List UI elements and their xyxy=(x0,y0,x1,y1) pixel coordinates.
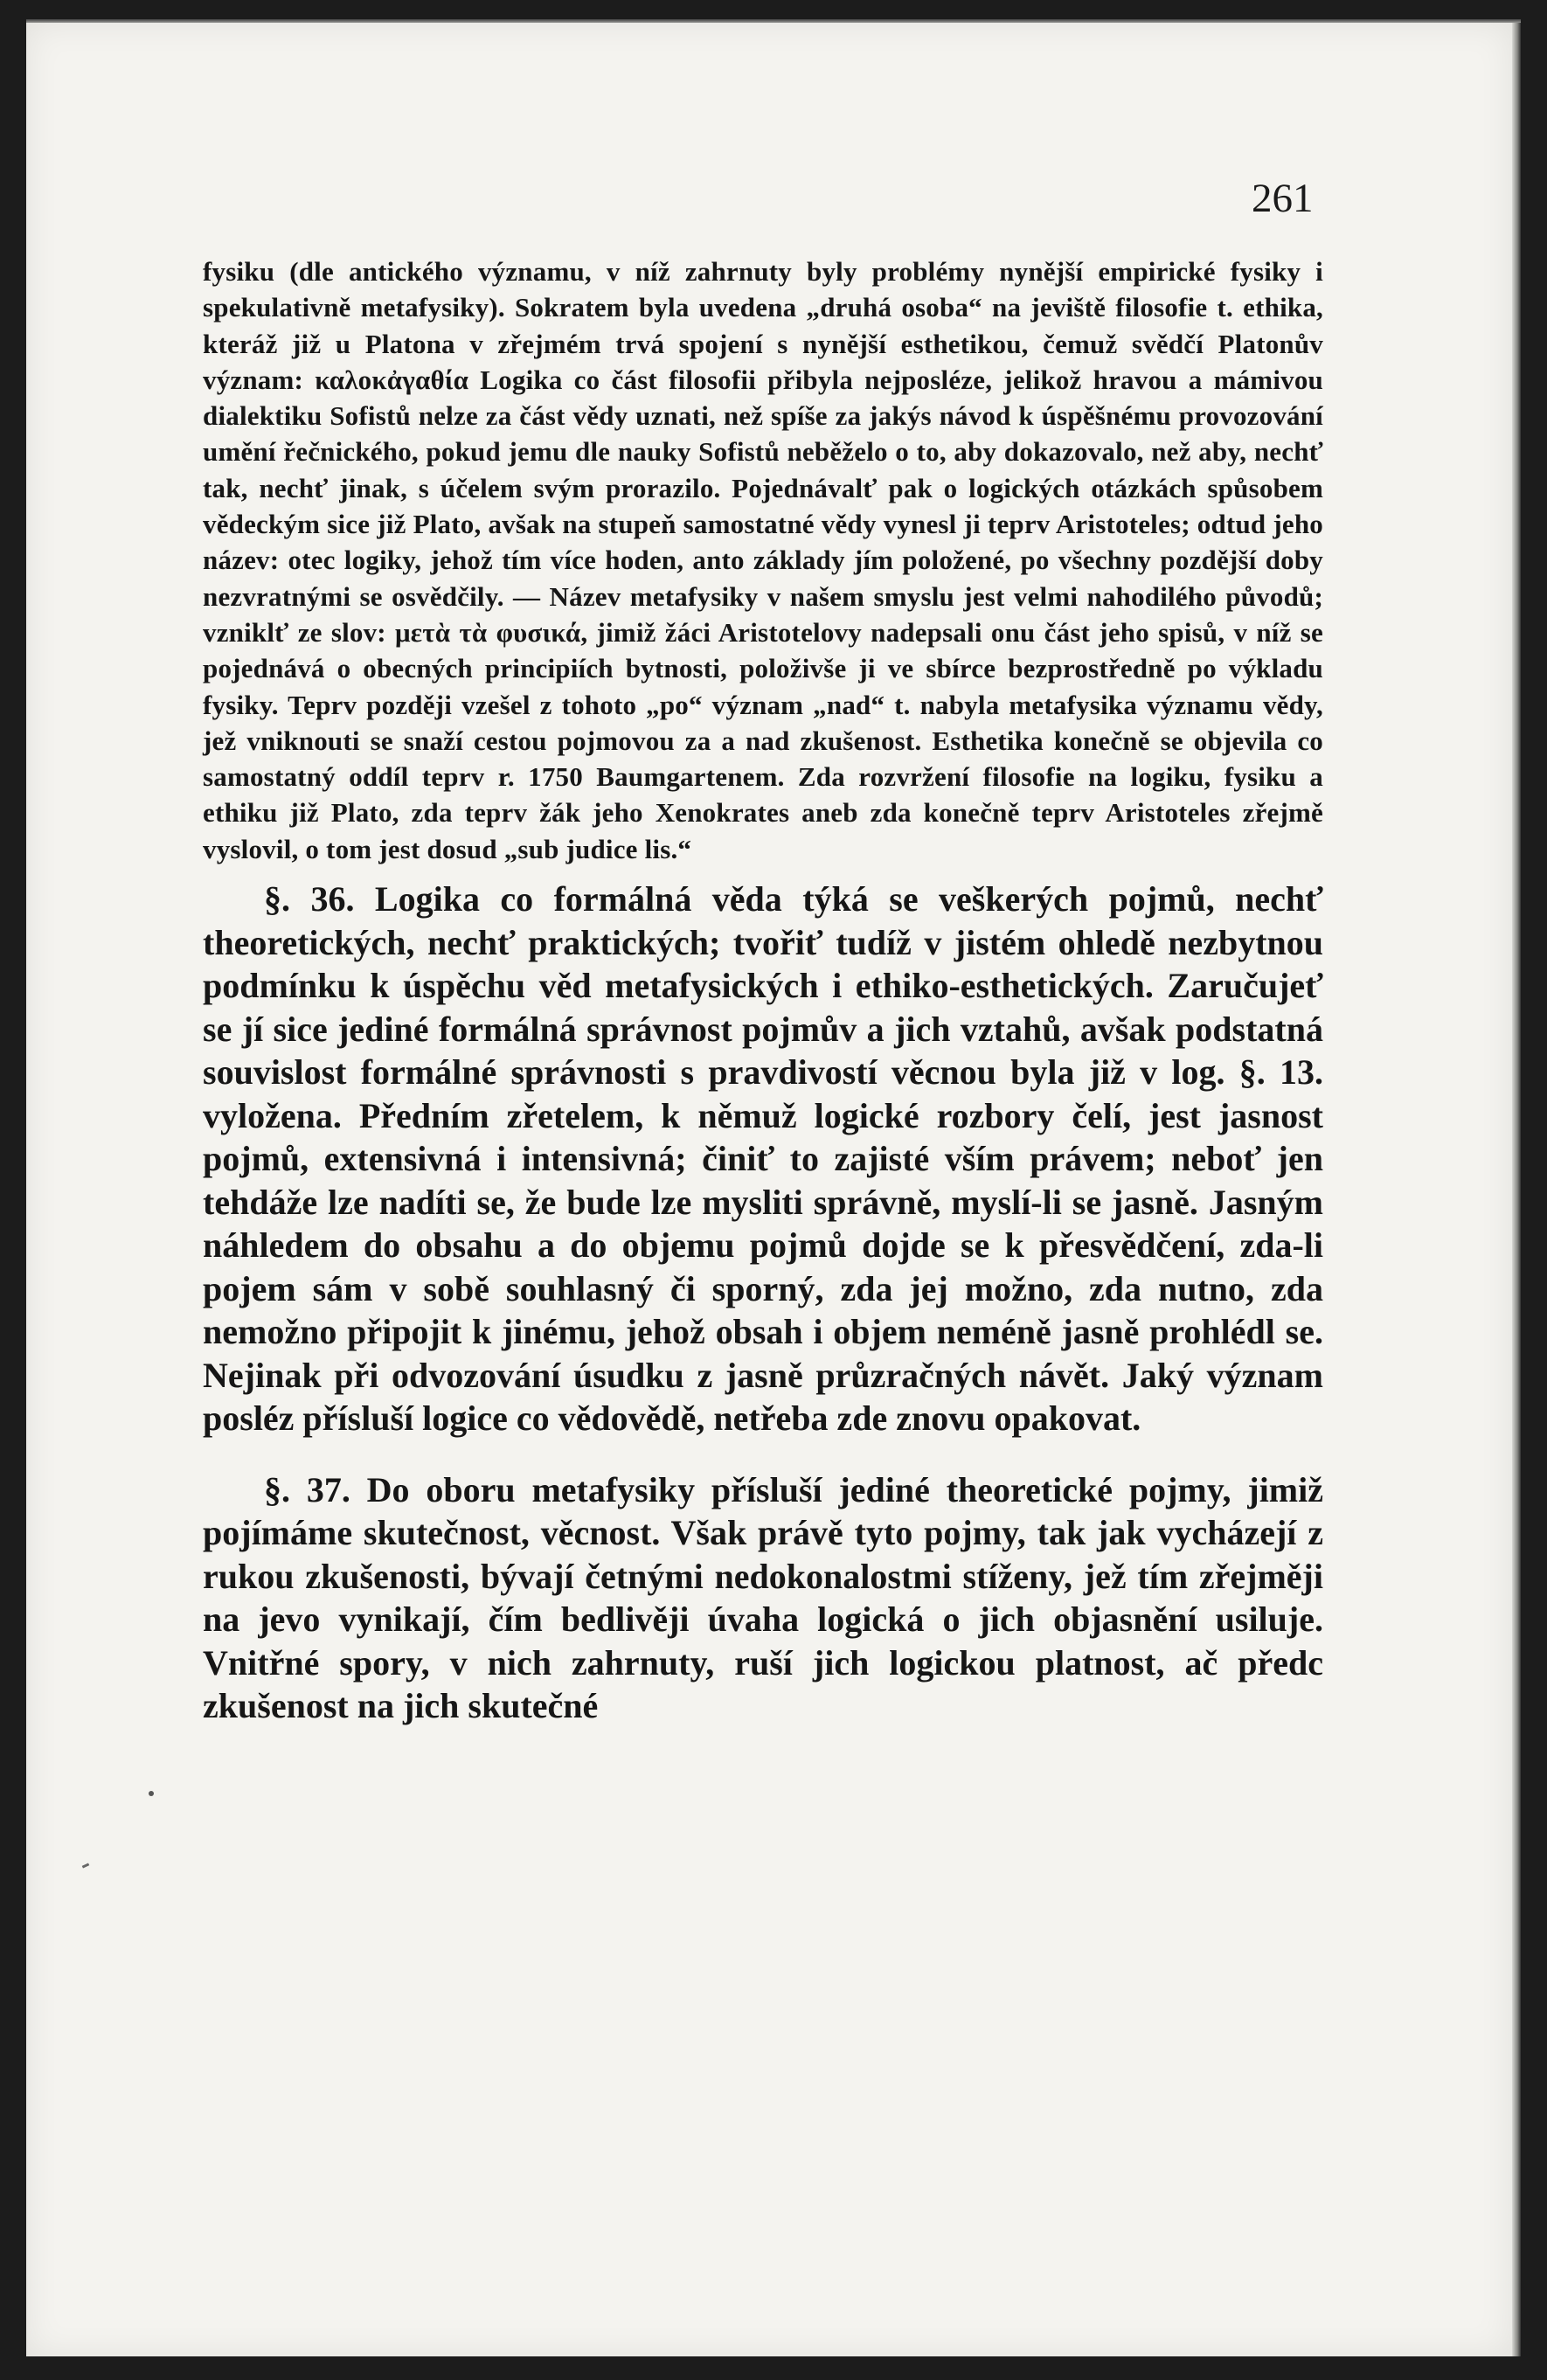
page-number: 261 xyxy=(1252,176,1314,221)
margin-speck xyxy=(149,1791,154,1796)
section-37-paragraph: §. 37. Do oboru metafysiky přísluší jediné theoretické pojmy, jimiž pojímáme skutečnost, věcnost. Však právě tyto pojmy, tak jak vycházejí z rukou zkušenosti, bývají četnými nedokonalostmi stíženy, jež tím zřejměji na jevo vynikají, čím bedlivěji úvaha logická o jich objasnění usiluje. Vnitřné spory, v nich zahrnuty, ruší jich logickou platnost, ač předc zkušenost na jich skutečné xyxy=(203,1469,1323,1726)
section-36-paragraph: §. 36. Logika co formálná věda týká se veškerých pojmů, nechť theoretických, nechť praktických; tvořiť tudíž v jistém ohledě nezbytnou podmínku k úspěchu věd metafysických i ethiko-esthetických. Zaručujeť se jí sice jediné formálná správnost pojmův a jich vztahů, avšak podstatná souvislost formálné správnosti s pravdivostí věcnou byla již v log. §. 13. vyložena. Předním zřetelem, k němuž logické rozbory čelí, jest jasnost pojmů, extensivná i intensivná; činiť to zajisté vším právem; neboť jen tehdáže lze nadíti se, že bude lze mysliti správně, myslí-li se jasně. Jasným náhledem do obsahu a do objemu pojmů dojde se k přesvědčení, zda-li pojem sám v sobě souhlasný či sporný, zda jej možno, zda nutno, zda nemožno připojit k jinému, jehož obsah i objem neméně jasně prohlédl se. Nejinak při odvozování úsudku z jasně průzračných návět. Jaký význam posléz přísluší logice co vědovědě, netřeba zde znovu opakovat. xyxy=(203,879,1323,1439)
body-text xyxy=(203,253,1323,1728)
footnote-paragraph: fysiku (dle antického významu, v níž zahrnuty byly problémy nynější empirické fysiky i spekulativně metafysiky). Sokratem byla uvedena „druhá osoba“ na jeviště filosofie t. ethika, kteráž již u Platona v zřejmém trvá spojení s nynější esthetikou, čemuž svědčí Platonův význam: καλοκἀγαθία Logika co část filosofii přibyla nejposléze, jelikož hravou a mámivou dialektiku Sofistů nelze za část vědy uznati, než spíše za jakýs návod k úspěšnému provozování umění řečnického, pokud jemu dle nauky Sofistů neběželo o to, aby dokazovalo, než aby, nechť tak, nechť jinak, s účelem svým prorazilo. Pojednávalť pak o logických otázkách spůsobem vědeckým sice již Plato, avšak na stupeň samostatné vědy vynesl ji teprv Aristoteles; odtud jeho název: otec logiky, jehož tím více hoden, anto základy jím položené, po všechny pozdější doby nezvratnými se osvědčily. — Název metafysiky v našem smyslu jest velmi nahodilého původů; vzniklť ze slov: μετὰ τὰ φυσικά, jimiž žáci Aristotelovy nadepsali onu část jeho spisů, v níž se pojednává o obecných principiích bytnosti, položivše ji ve sbírce bezprostředně po výkladu fysiky. Teprv později vzešel z tohoto „po“ význam „nad“ t. nabyla metafysika významu vědy, jež vniknouti se snaží cestou pojmovou za a nad zkušenost. Esthetika konečně se objevila co samostatný oddíl teprv r. 1750 Baumgartenem. Zda rozvržení filosofie na logiku, fysiku a ethiku již Plato, zda teprv žák jeho Xenokrates aneb zda konečně teprv Aristoteles zřejmě vyslovil, o tom jest dosud „sub judice lis.“ xyxy=(203,256,1323,864)
page-right-edge xyxy=(1512,23,1521,2356)
